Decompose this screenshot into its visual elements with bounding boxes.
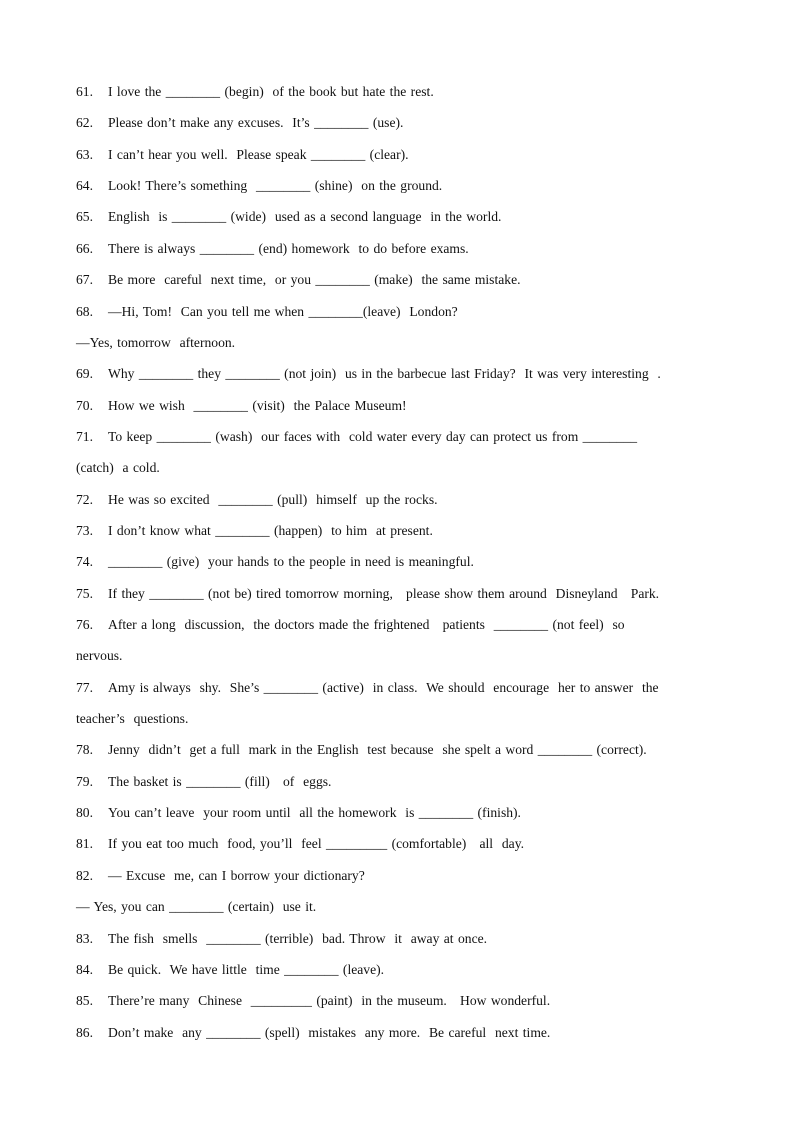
question-text: How we wish ________ (visit) the Palace Museum! xyxy=(108,397,407,413)
question-number: 65. xyxy=(76,209,93,225)
question-line xyxy=(76,867,365,885)
question-text: To keep ________ (wash) our faces with cold water every day can protect us from ________ xyxy=(108,428,638,444)
question-text: Jenny didn’t get a full mark in the English test because she spelt a word ________ (correct). xyxy=(108,742,647,758)
question-number: 83. xyxy=(76,930,93,946)
question-line xyxy=(76,428,637,446)
question-line xyxy=(76,773,331,791)
question-number: 69. xyxy=(76,366,93,382)
question-text: Please don’t make any excuses. It’s ________ (use). xyxy=(108,115,404,131)
question-text: I love the ________ (begin) of the book but hate the rest. xyxy=(108,84,434,99)
question-text: Don’t make any ________ (spell) mistakes any more. Be careful next time. xyxy=(108,1024,551,1040)
question-text: He was so excited ________ (pull) himself up the rocks. xyxy=(108,491,438,507)
question-text: If they ________ (not be) tired tomorrow morning, please show them around Disneyland Park. xyxy=(108,585,660,601)
question-number: 62. xyxy=(76,115,93,131)
question-continuation-line xyxy=(76,898,316,916)
question-text: (catch) a cold. xyxy=(76,460,160,476)
question-line xyxy=(76,177,442,195)
question-number: 77. xyxy=(76,679,93,695)
question-number: 80. xyxy=(76,805,93,821)
question-line xyxy=(76,804,521,822)
question-text: There’re many Chinese _________ (paint) in the museum. How wonderful. xyxy=(108,993,551,1009)
question-continuation-line xyxy=(76,710,188,728)
question-number: 72. xyxy=(76,491,93,507)
question-line xyxy=(76,365,661,383)
question-number: 68. xyxy=(76,303,93,319)
question-number: 81. xyxy=(76,836,93,852)
question-line xyxy=(76,240,469,258)
question-number: 73. xyxy=(76,522,93,538)
question-text: ________ (give) your hands to the people in need is meaningful. xyxy=(108,554,474,570)
question-line xyxy=(76,585,659,603)
question-number: 78. xyxy=(76,742,93,758)
question-line xyxy=(76,679,659,697)
question-line xyxy=(76,303,458,321)
question-text: —Hi, Tom! Can you tell me when ________(leave) London? xyxy=(108,303,458,319)
question-number: 66. xyxy=(76,240,93,256)
question-line xyxy=(76,83,434,101)
question-text: Amy is always shy. She’s ________ (active) in class. We should encourage her to answer the xyxy=(108,679,659,695)
question-text: — Excuse me, can I borrow your dictionary? xyxy=(108,867,365,883)
question-number: 85. xyxy=(76,993,93,1009)
question-line xyxy=(76,522,433,540)
question-line xyxy=(76,741,647,759)
question-line xyxy=(76,397,407,415)
question-continuation-line xyxy=(76,334,235,352)
question-number: 74. xyxy=(76,554,93,570)
question-line xyxy=(76,208,501,226)
question-number: 67. xyxy=(76,272,93,288)
question-number: 76. xyxy=(76,617,93,632)
question-text: I don’t know what ________ (happen) to him at present. xyxy=(108,522,433,538)
question-number: 61. xyxy=(76,84,93,99)
question-text: I can’t hear you well. Please speak ________ (clear). xyxy=(108,146,409,162)
question-text: teacher’s questions. xyxy=(76,711,189,726)
question-line xyxy=(76,146,409,164)
question-line xyxy=(76,1024,550,1042)
question-text: You can’t leave your room until all the homework is ________ (finish). xyxy=(108,805,521,821)
question-line xyxy=(76,491,438,509)
question-number: 75. xyxy=(76,585,93,601)
question-line xyxy=(76,992,550,1010)
question-number: 64. xyxy=(76,178,93,194)
question-continuation-line xyxy=(76,647,122,665)
question-line xyxy=(76,553,474,571)
question-number: 82. xyxy=(76,867,93,883)
question-text: There is always ________ (end) homework to do before exams. xyxy=(108,240,469,256)
question-number: 71. xyxy=(76,428,93,444)
question-line xyxy=(76,961,384,979)
question-text: —Yes, tomorrow afternoon. xyxy=(76,334,236,350)
question-text: Look! There’s something ________ (shine) on the ground. xyxy=(108,178,443,194)
question-continuation-line xyxy=(76,459,160,477)
question-text: After a long discussion, the doctors made the frightened patients ________ (not feel) so xyxy=(108,617,625,632)
question-line xyxy=(76,271,521,289)
question-number: 70. xyxy=(76,397,93,413)
question-line xyxy=(76,930,487,948)
question-text: — Yes, you can ________ (certain) use it. xyxy=(76,899,317,915)
question-number: 63. xyxy=(76,146,93,162)
question-text: Be quick. We have little time ________ (leave). xyxy=(108,961,385,977)
question-text: If you eat too much food, you’ll feel _________ (comfortable) all day. xyxy=(108,836,525,852)
question-number: 86. xyxy=(76,1024,93,1040)
question-text: nervous. xyxy=(76,648,123,664)
question-text: The basket is ________ (fill) of eggs. xyxy=(108,773,332,789)
question-text: English is ________ (wide) used as a second language in the world. xyxy=(108,209,502,225)
question-text: Be more careful next time, or you ________ (make) the same mistake. xyxy=(108,272,521,288)
question-number: 79. xyxy=(76,773,93,789)
question-text: Why ________ they ________ (not join) us in the barbecue last Friday? It was very interesting . xyxy=(108,366,661,382)
question-line xyxy=(76,616,625,634)
question-line xyxy=(76,114,403,132)
question-line xyxy=(76,835,524,853)
question-number: 84. xyxy=(76,961,93,977)
question-text: The fish smells ________ (terrible) bad. Throw it away at once. xyxy=(108,930,488,946)
